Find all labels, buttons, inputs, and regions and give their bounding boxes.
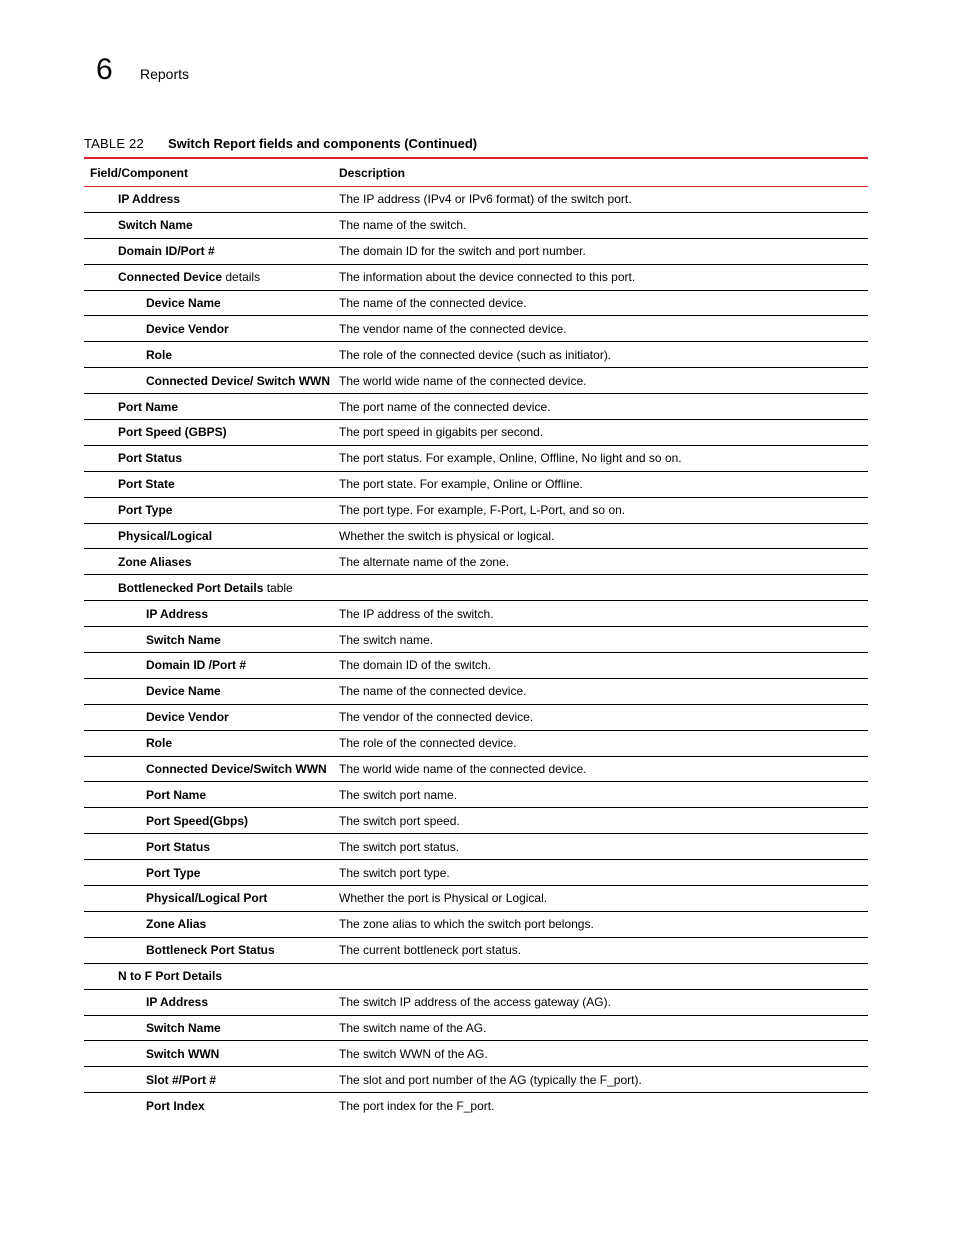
field-cell [84, 886, 339, 912]
chapter-number: 6 [96, 53, 113, 86]
table-row [84, 394, 868, 420]
description-cell: The switch name. [339, 627, 868, 653]
description-cell: The switch IP address of the access gateway (AG). [339, 989, 868, 1015]
field-name: Connected Device [118, 270, 223, 285]
field-cell [84, 1093, 339, 1118]
description-cell: Whether the port is Physical or Logical. [339, 886, 868, 912]
table-row [84, 212, 868, 238]
table-row [84, 1041, 868, 1067]
field-name: Zone Aliases [118, 554, 192, 569]
table-header-row [84, 158, 868, 187]
field-name: Device Name [146, 684, 221, 699]
field-cell [84, 756, 339, 782]
table-row [84, 1093, 868, 1118]
table-row [84, 601, 868, 627]
table-row [84, 549, 868, 575]
description-cell: The information about the device connected to this port. [339, 264, 868, 290]
field-name: Physical/Logical Port [146, 891, 268, 906]
field-cell [84, 523, 339, 549]
description-cell: The port speed in gigabits per second. [339, 420, 868, 446]
field-name: Device Name [146, 296, 221, 310]
field-cell [84, 471, 339, 497]
description-cell: The alternate name of the zone. [339, 549, 868, 575]
field-cell [84, 989, 339, 1015]
field-cell [84, 187, 339, 213]
description-cell: The domain ID for the switch and port number. [339, 238, 868, 264]
field-name: Connected Device/Switch WWN [146, 762, 327, 777]
field-cell [84, 212, 339, 238]
column-header-field: Field/Component [84, 158, 339, 187]
table-number: TABLE 22 [84, 136, 144, 151]
description-cell: The world wide name of the connected device. [339, 368, 868, 394]
description-cell: The current bottleneck port status. [339, 937, 868, 963]
field-name: IP Address [146, 606, 209, 621]
field-cell [84, 937, 339, 963]
field-cell [84, 1067, 339, 1093]
field-name: Device Vendor [146, 321, 229, 336]
column-header-description: Description [339, 158, 868, 187]
description-cell: The name of the connected device. [339, 678, 868, 704]
field-cell [84, 911, 339, 937]
description-cell: The switch port status. [339, 834, 868, 860]
field-name: Bottleneck Port Status [146, 943, 275, 958]
field-cell [84, 497, 339, 523]
table-row [84, 445, 868, 471]
field-name: Port Speed(Gbps) [146, 813, 249, 828]
field-cell [84, 316, 339, 342]
table-row [84, 756, 868, 782]
field-name: Physical/Logical [118, 529, 213, 544]
table-row [84, 368, 868, 394]
table-body [84, 187, 868, 1119]
field-cell [84, 782, 339, 808]
description-cell: The switch port name. [339, 782, 868, 808]
table-row [84, 989, 868, 1015]
description-cell: The port state. For example, Online or Offline. [339, 471, 868, 497]
description-cell: The role of the connected device (such as initiator). [339, 342, 868, 368]
field-cell [84, 653, 339, 679]
field-cell [84, 394, 339, 420]
table-row [84, 1015, 868, 1041]
description-cell: The port index for the F_port. [339, 1098, 495, 1113]
table-row [84, 834, 868, 860]
description-cell [339, 575, 868, 601]
table-row [84, 1067, 868, 1093]
field-name: Bottlenecked Port Details [118, 580, 264, 595]
field-name: Domain ID /Port # [146, 658, 247, 673]
field-cell [84, 1015, 339, 1041]
field-name: Role [146, 347, 173, 362]
field-cell [84, 264, 339, 290]
field-name: Switch Name [118, 218, 193, 233]
table-row [84, 497, 868, 523]
switch-report-table [84, 157, 868, 1118]
field-name: Device Vendor [146, 710, 229, 725]
table-row [84, 704, 868, 730]
table-row [84, 678, 868, 704]
field-cell [84, 601, 339, 627]
description-cell: The port status. For example, Online, Offline, No light and so on. [339, 445, 868, 471]
description-cell: The IP address of the switch. [339, 601, 868, 627]
description-cell: The slot and port number of the AG (typically the F_port). [339, 1067, 868, 1093]
table-row [84, 808, 868, 834]
field-name: Port Index [146, 1098, 205, 1113]
field-cell [84, 808, 339, 834]
table-row [84, 963, 868, 989]
field-cell [84, 368, 339, 394]
field-name: Role [146, 736, 173, 751]
table-row [84, 187, 868, 213]
table-row [84, 575, 868, 601]
description-cell: The switch port speed. [339, 808, 868, 834]
field-name: Port Status [118, 451, 183, 466]
table-row [84, 523, 868, 549]
field-suffix: table [263, 580, 293, 595]
table-row [84, 937, 868, 963]
field-name: Port Speed (GBPS) [118, 425, 227, 440]
field-cell [84, 575, 339, 601]
description-cell: The switch port type. [339, 860, 868, 886]
description-cell: The name of the connected device. [339, 290, 868, 316]
field-name: Port Name [118, 399, 179, 414]
table-row [84, 290, 868, 316]
table-row [84, 782, 868, 808]
description-cell: Whether the switch is physical or logical. [339, 523, 868, 549]
table-caption [84, 135, 478, 153]
field-cell [84, 860, 339, 886]
description-cell: The port type. For example, F-Port, L-Port, and so on. [339, 497, 868, 523]
field-name: N to F Port Details [118, 969, 223, 984]
field-cell [84, 963, 339, 989]
field-cell [84, 445, 339, 471]
field-cell [84, 342, 339, 368]
field-name: Port Name [146, 787, 207, 802]
table-row [84, 627, 868, 653]
table-row [84, 860, 868, 886]
table-row [84, 316, 868, 342]
table-row [84, 420, 868, 446]
table-row [84, 264, 868, 290]
field-name: IP Address [118, 192, 181, 207]
description-cell: The zone alias to which the switch port belongs. [339, 911, 868, 937]
field-name: Port Type [146, 865, 201, 880]
field-cell [84, 420, 339, 446]
description-cell: The domain ID of the switch. [339, 653, 868, 679]
field-name: Switch WWN [146, 1046, 220, 1061]
field-name: Port Type [118, 503, 173, 518]
table-row [84, 730, 868, 756]
field-name: Slot #/Port # [146, 1072, 217, 1087]
description-cell: The vendor of the connected device. [339, 704, 868, 730]
field-name: Switch Name [146, 632, 221, 647]
field-name: Port State [118, 477, 175, 492]
chapter-title: Reports [140, 66, 190, 82]
field-suffix: details [222, 270, 261, 285]
description-cell: The port name of the connected device. [339, 394, 868, 420]
table-row [84, 238, 868, 264]
description-cell: The world wide name of the connected device. [339, 756, 868, 782]
table-row [84, 886, 868, 912]
field-cell [84, 834, 339, 860]
description-cell [339, 963, 868, 989]
table-row [84, 471, 868, 497]
table-row [84, 653, 868, 679]
field-name: Domain ID/Port # [118, 244, 215, 259]
description-cell: The name of the switch. [339, 212, 868, 238]
field-cell [84, 549, 339, 575]
description-cell: The switch WWN of the AG. [339, 1041, 868, 1067]
field-cell [84, 627, 339, 653]
field-cell [84, 290, 339, 316]
field-name: IP Address [146, 995, 209, 1010]
field-cell [84, 1041, 339, 1067]
description-cell: The vendor name of the connected device. [339, 316, 868, 342]
table-title: Switch Report fields and components (Continued) [168, 136, 478, 151]
field-name: Zone Alias [146, 917, 207, 932]
field-name: Port Status [146, 839, 211, 854]
description-cell: The switch name of the AG. [339, 1015, 868, 1041]
field-cell [84, 678, 339, 704]
table-row [84, 342, 868, 368]
field-cell [84, 704, 339, 730]
description-cell: The role of the connected device. [339, 730, 868, 756]
field-cell [84, 730, 339, 756]
table-row [84, 911, 868, 937]
field-name: Connected Device/ Switch WWN [146, 373, 331, 388]
description-cell: The IP address (IPv4 or IPv6 format) of the switch port. [339, 187, 868, 213]
field-cell [84, 238, 339, 264]
field-name: Switch Name [146, 1020, 221, 1035]
